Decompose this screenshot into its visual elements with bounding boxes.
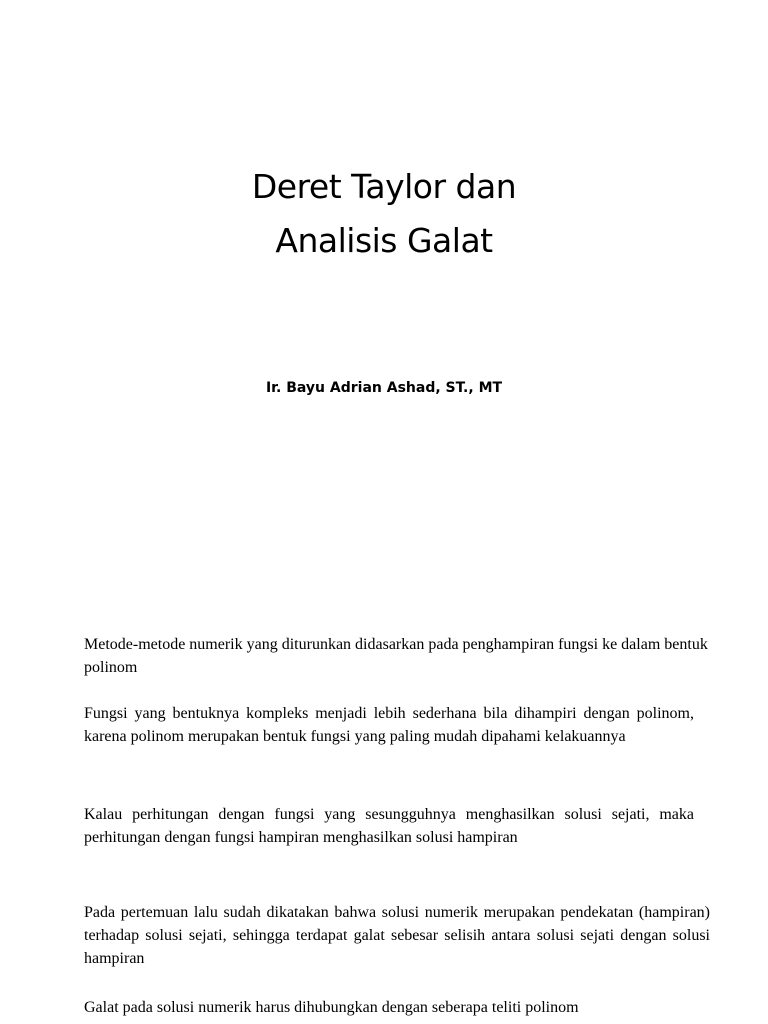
- paragraph-5: Galat pada solusi numerik harus dihubungkan dengan seberapa teliti polinom: [84, 999, 579, 1016]
- title-line-1: Deret Taylor dan: [251, 167, 517, 206]
- paragraph-1: Metode-metode numerik yang diturunkan didasarkan pada penghampiran fungsi ke dalam bentuk polinom: [84, 636, 708, 676]
- paragraph-4: Pada pertemuan lalu sudah dikatakan bahwa solusi numerik merupakan pendekatan (hampiran) terhadap solusi sejati, sehingga terdapat galat sebesar selisih antara solusi sejati dengan solusi hampiran: [84, 904, 710, 967]
- paragraph-2: Fungsi yang bentuknya kompleks menjadi lebih sederhana bila dihampiri dengan polinom, karena polinom merupakan bentuk fungsi yang paling mudah dipahami kelakuannya: [84, 705, 694, 745]
- paragraph-3: Kalau perhitungan dengan fungsi yang sesungguhnya menghasilkan solusi sejati, maka perhitungan dengan fungsi hampiran menghasilkan solusi hampiran: [84, 806, 694, 846]
- document-title: [0, 160, 768, 268]
- title-line-2: Analisis Galat: [275, 221, 493, 260]
- author-name: Ir. Bayu Adrian Ashad, ST., MT: [265, 380, 503, 396]
